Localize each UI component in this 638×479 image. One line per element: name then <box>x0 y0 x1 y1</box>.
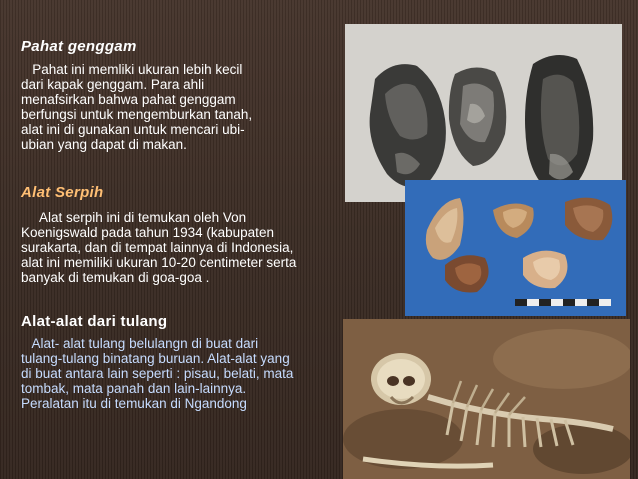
paragraph-alat-tulang <box>21 336 351 411</box>
text-line: menafsirkan bahwa pahat genggam <box>21 92 236 107</box>
text-line: Pahat ini memliki ukuran lebih kecil <box>21 62 243 77</box>
text-line: Koenigswald pada tahun 1934 (kabupaten <box>21 225 274 240</box>
paragraph-alat-serpih <box>21 210 351 285</box>
text-line: surakarta, dan di tempat lainnya di Indonesia, <box>21 240 294 255</box>
bone-tools-photo <box>343 319 630 479</box>
heading-alat-tulang: Alat-alat dari tulang <box>21 313 168 330</box>
heading-alat-serpih: Alat Serpih <box>21 184 104 201</box>
paragraph-pahat-genggam <box>21 62 341 152</box>
text-line: banyak di temukan di goa-goa . <box>21 270 210 285</box>
text-line: di buat antara lain seperti : pisau, belati, mata <box>21 366 294 381</box>
text-line: ubian yang dapat di makan. <box>21 137 187 152</box>
text-line: Peralatan itu di temukan di Ngandong <box>21 396 247 411</box>
text-line: berfungsi untuk mengemburkan tanah, <box>21 107 253 122</box>
text-line: Alat serpih ini di temukan oleh Von <box>21 210 247 225</box>
heading-pahat-genggam: Pahat genggam <box>21 38 137 55</box>
hand-chisel-photo <box>345 24 622 202</box>
text-line: dari kapak genggam. Para ahli <box>21 77 205 92</box>
text-line: alat ini di gunakan untuk mencari ubi- <box>21 122 245 137</box>
text-line: Alat- alat tulang belulangn di buat dari <box>21 336 259 351</box>
text-line: alat ini memiliki ukuran 10-20 centimeter serta <box>21 255 297 270</box>
text-line: tulang-tulang binatang buruan. Alat-alat yang <box>21 351 290 366</box>
stone-flakes-photo <box>405 180 626 316</box>
text-line: tombak, mata panah dan lain-lainnya. <box>21 381 247 396</box>
